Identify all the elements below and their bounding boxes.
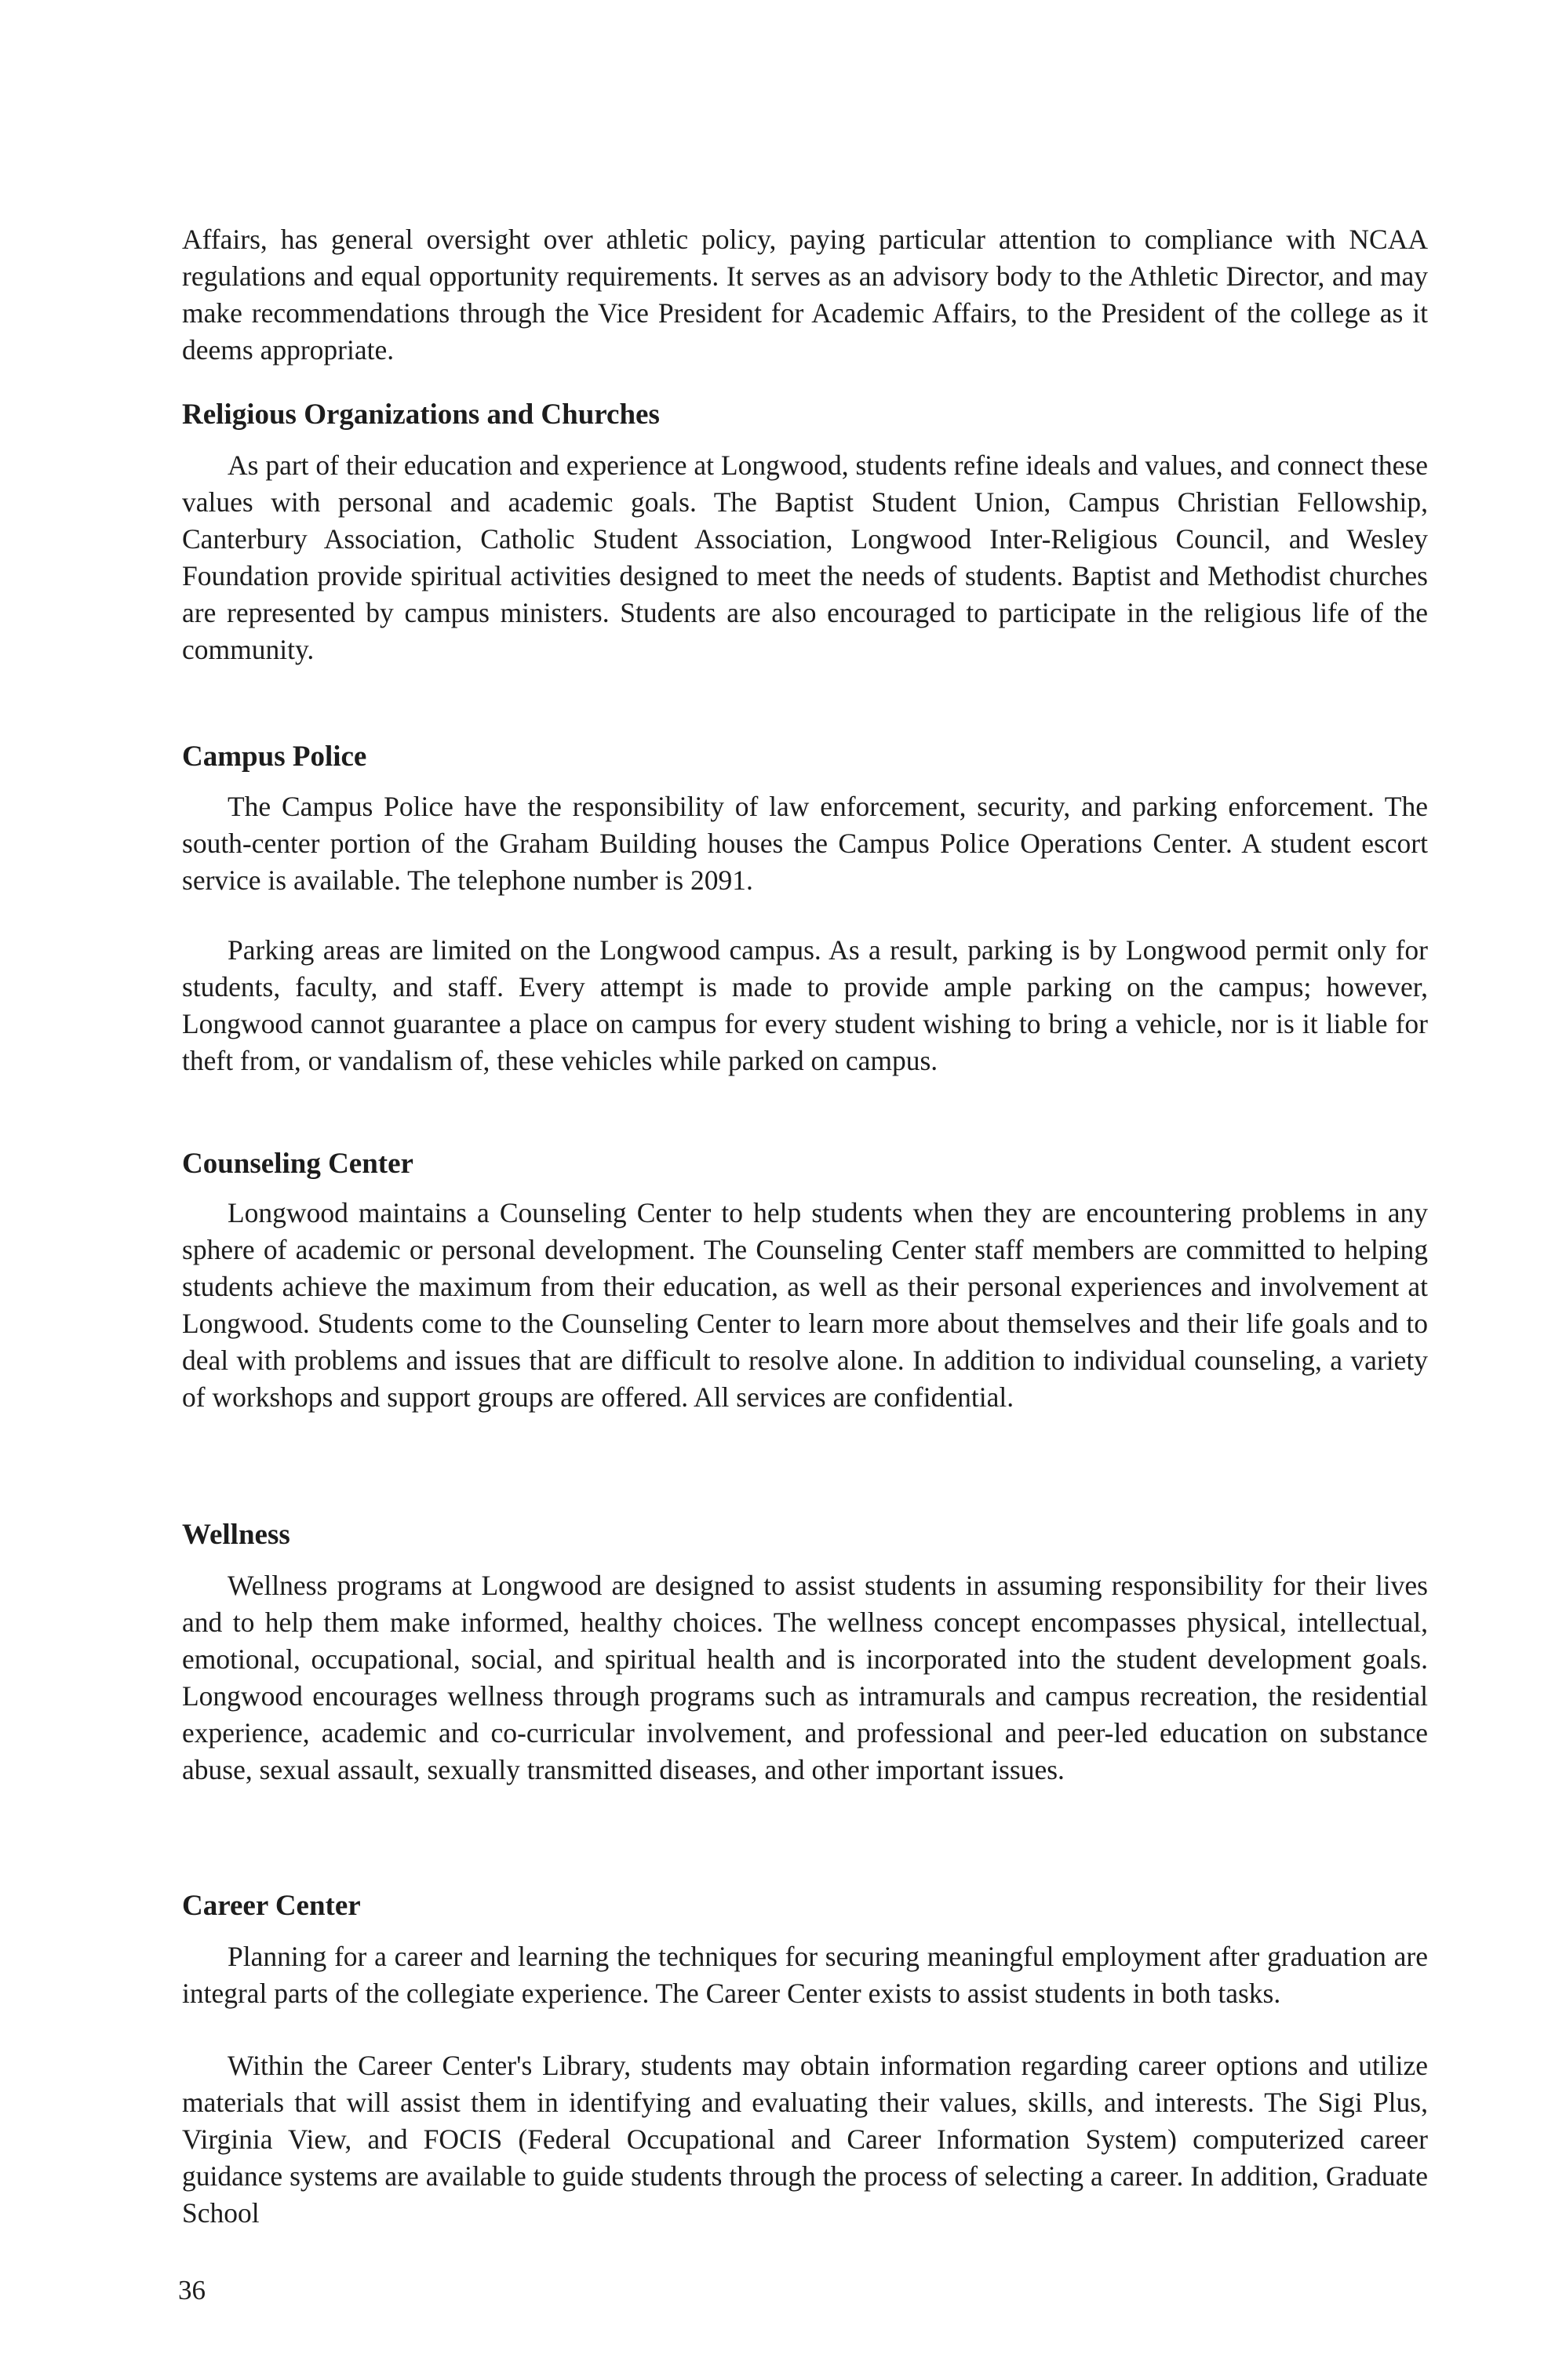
counseling-paragraph-1: Longwood maintains a Counseling Center to help students when they are encountering problems in any sphere of academic or personal development. The Counseling Center staff members are committed to helping students achieve the maximum from their education, as well as their personal experiences and involvement at Longwood. Students come to the Counseling Center to learn more about themselves and their life goals and to deal with problems and issues that are difficult to resolve alone. In addition to individual counseling, a variety of workshops and support groups are offered. All services are confidential. bbox=[182, 1197, 1428, 1413]
religious-heading: Religious Organizations and Churches bbox=[182, 398, 660, 431]
police-paragraph-1: The Campus Police have the responsibility of law enforcement, security, and parking enforcement. The south-center portion of the Graham Building houses the Campus Police Operations Center. A student escort service is available. The telephone number is 2091. bbox=[182, 791, 1428, 896]
counseling-heading: Counseling Center bbox=[182, 1148, 413, 1180]
wellness-heading: Wellness bbox=[182, 1519, 290, 1551]
intro-paragraph: Affairs, has general oversight over athletic policy, paying particular attention to compliance with NCAA regulations and equal opportunity requirements. It serves as an advisory body to the Athletic Director, and may make recommendations through the Vice President for Academic Affairs, to the President of the college as it deems appropriate. bbox=[182, 224, 1428, 366]
wellness-paragraph-1: Wellness programs at Longwood are designed to assist students in assuming responsibility for their lives and to help them make informed, healthy choices. The wellness concept encompasses physical, intellectual, emotional, occupational, social, and spiritual health and is incorporated into the student development goals. Longwood encourages wellness through programs such as intramurals and campus recreation, the residential experience, academic and co-curricular involvement, and professional and peer-led education on substance abuse, sexual assault, sexually transmitted diseases, and other important issues. bbox=[182, 1570, 1428, 1785]
career-paragraph-2: Within the Career Center's Library, students may obtain information regarding career options and utilize materials that will assist them in identifying and evaluating their values, skills, and interests. The Sigi Plus, Virginia View, and FOCIS (Federal Occupational and Career Information System) computerized career guidance systems are available to guide students through the process of selecting a career. In addition, Graduate School bbox=[182, 2050, 1428, 2229]
page-number: 36 bbox=[178, 2275, 206, 2305]
police-heading: Campus Police bbox=[182, 741, 367, 773]
police-paragraph-2: Parking areas are limited on the Longwood campus. As a result, parking is by Longwood permit only for students, faculty, and staff. Every attempt is made to provide ample parking on the campus; however, Longwood cannot guarantee a place on campus for every student wishing to bring a vehicle, nor is it liable for theft from, or vandalism of, these vehicles while parked on campus. bbox=[182, 934, 1428, 1076]
religious-paragraph-1: As part of their education and experience at Longwood, students refine ideals and values, and connect these values with personal and academic goals. The Baptist Student Union, Campus Christian Fellowship, Canterbury Association, Catholic Student Association, Longwood Inter-Religious Council, and Wesley Foundation provide spiritual activities designed to meet the needs of students. Baptist and Methodist churches are represented by campus ministers. Students are also encouraged to participate in the religious life of the community. bbox=[182, 449, 1428, 665]
career-heading: Career Center bbox=[182, 1890, 361, 1922]
career-paragraph-1: Planning for a career and learning the techniques for securing meaningful employment after graduation are integral parts of the collegiate experience. The Career Center exists to assist students in both tasks. bbox=[182, 1941, 1428, 2009]
